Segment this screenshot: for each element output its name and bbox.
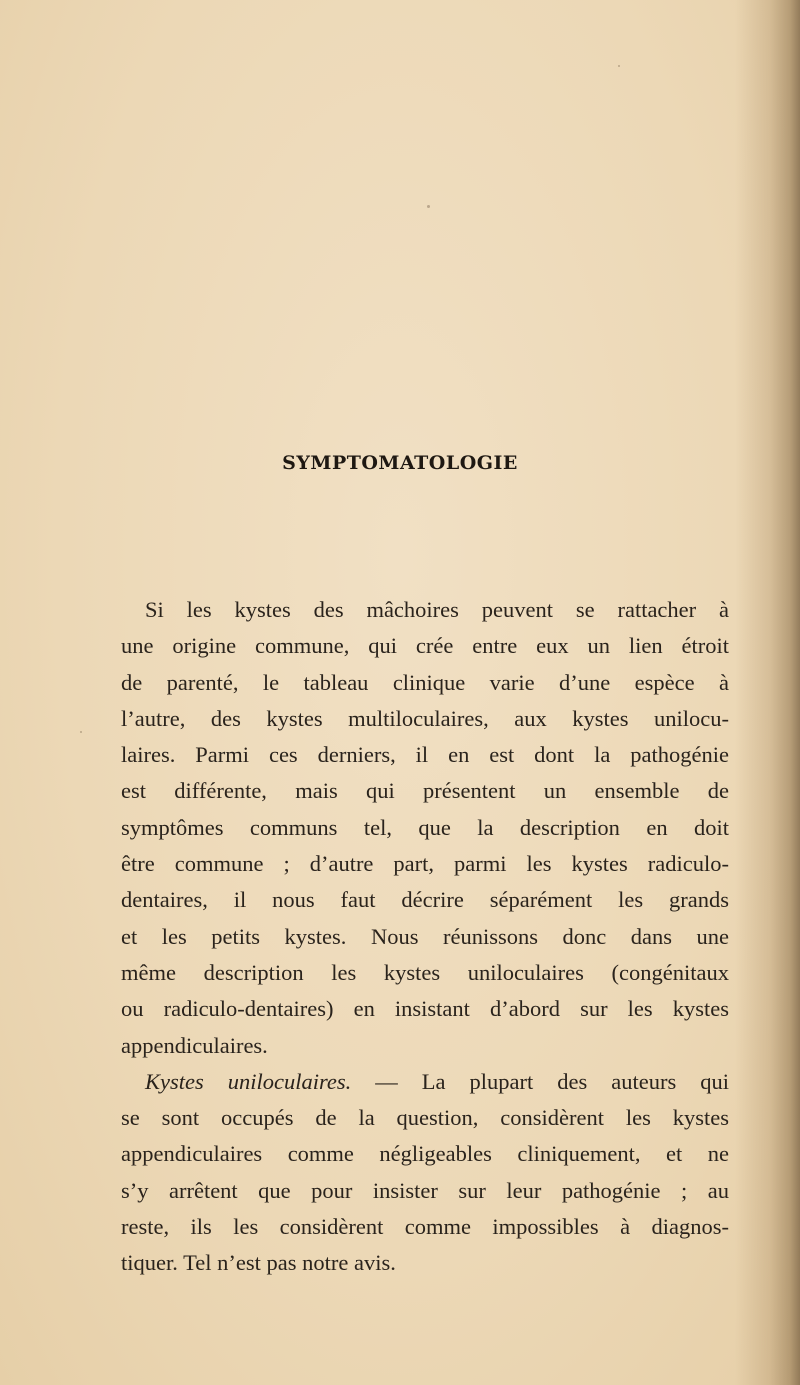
text-line: dentaires, il nous faut décrire séparément les grands	[121, 887, 729, 913]
text-line: ou radiculo-dentaires) en insistant d’abord sur les kystes	[121, 996, 729, 1022]
text-line: et les petits kystes. Nous réunissons donc dans une	[121, 923, 729, 949]
section-lead-line	[121, 1064, 729, 1100]
text-line: symptômes communs tel, que la description en doit	[121, 814, 729, 840]
text-line: tiquer. Tel n’est pas notre avis.	[121, 1250, 396, 1276]
text-line: appendiculaires.	[121, 1032, 268, 1058]
text-line: reste, ils les considèrent comme impossibles à diagnos-	[121, 1214, 729, 1240]
text-line: est différente, mais qui présentent un ensemble de	[121, 778, 729, 804]
chapter-heading: SYMPTOMATOLOGIE	[282, 452, 518, 474]
paper-speck	[427, 205, 430, 208]
text-line: se sont occupés de la question, considèrent les kystes	[121, 1105, 729, 1131]
text-line: laires. Parmi ces derniers, il en est dont la pathogénie	[121, 742, 729, 768]
text-line: être commune ; d’autre part, parmi les kystes radiculo-	[121, 851, 729, 877]
section-lead-text: — La plupart des auteurs qui	[351, 1068, 729, 1094]
text-line: une origine commune, qui crée entre eux un lien étroit	[121, 633, 729, 659]
text-line: l’autre, des kystes multiloculaires, aux kystes unilocu-	[121, 705, 729, 731]
text-line: appendiculaires comme négligeables cliniquement, et ne	[121, 1141, 729, 1167]
text-line: Si les kystes des mâchoires peuvent se rattacher à	[145, 597, 729, 622]
text-line: s’y arrêtent que pour insister sur leur pathogénie ; au	[121, 1177, 729, 1203]
body-text	[121, 592, 729, 1282]
section-title-italic: Kystes uniloculaires.	[145, 1068, 352, 1094]
paper-speck	[80, 731, 82, 733]
text-line: même description les kystes uniloculaires (congénitaux	[121, 959, 729, 985]
text-line: de parenté, le tableau clinique varie d’une espèce à	[121, 669, 729, 695]
paper-speck	[618, 65, 620, 67]
